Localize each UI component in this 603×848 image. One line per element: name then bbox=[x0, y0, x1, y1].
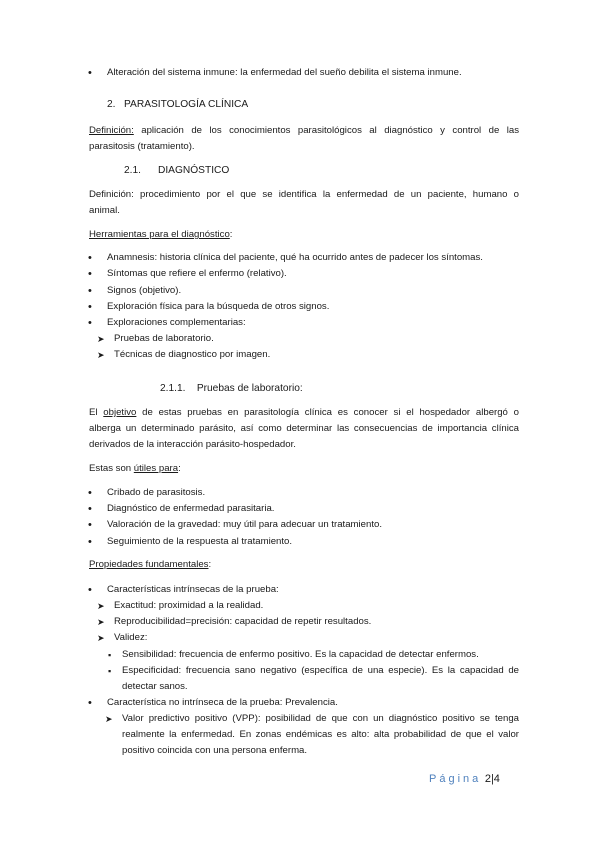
list-item: • Seguimiento de la respuesta al tratamiento. bbox=[107, 534, 292, 551]
list-heading: Estas son útiles para: bbox=[89, 463, 181, 474]
list-item: • Signos (objetivo). bbox=[107, 283, 181, 300]
paragraph-line: Definición: procedimiento por el que se identifica la enfermedad de un paciente, humano o bbox=[89, 189, 519, 200]
list-item: • Valoración de la gravedad: muy útil para adecuar un tratamiento. bbox=[107, 517, 382, 534]
sub-list-item: ➤ Valor predictivo positivo (VPP): posibilidad de que con un diagnóstico positivo se tenga bbox=[122, 711, 519, 728]
subsubsection-heading bbox=[160, 381, 303, 398]
paragraph-line: El objetivo de estas pruebas en parasitología clínica es conocer si el hospedador albergó o bbox=[89, 407, 519, 418]
list-heading: Propiedades fundamentales: bbox=[89, 559, 212, 570]
section-title: PARASITOLOGÍA CLÍNICA bbox=[124, 99, 249, 110]
sub-list-item: ➤ Reproducibilidad=precisión: capacidad de repetir resultados. bbox=[114, 614, 371, 631]
paragraph-line: alberga un determinado parásito, así como determinar las consecuencias de importancia clínica bbox=[89, 423, 519, 434]
subsection-heading bbox=[124, 163, 229, 180]
sub-sub-list-item: ▪ Sensibilidad: frecuencia de enfermo positivo. Es la capacidad de detectar enfermos. bbox=[122, 647, 479, 664]
paragraph-line: animal. bbox=[89, 205, 120, 216]
list-heading: Herramientas para el diagnóstico: bbox=[89, 229, 233, 240]
subsubsection-title: Pruebas de laboratorio: bbox=[196, 383, 303, 394]
list-item: • Anamnesis: historia clínica del paciente, qué ha ocurrido antes de padecer los síntomas. bbox=[107, 250, 483, 267]
subsubsection-number: 2.1.1. bbox=[160, 383, 186, 394]
list-item: • Exploración física para la búsqueda de otros signos. bbox=[107, 299, 329, 316]
paragraph-line: Definición: aplicación de los conocimientos parasitológicos al diagnóstico y control de las bbox=[89, 125, 519, 136]
sub-sub-list-item: ▪ Especificidad: frecuencia sano negativo (específica de una especie). Es la capacidad de bbox=[122, 663, 519, 680]
paragraph-line: detectar sanos. bbox=[122, 681, 188, 692]
list-item: • Cribado de parasitosis. bbox=[107, 485, 205, 502]
sub-list-item: ➤ Validez: bbox=[114, 630, 147, 647]
sub-list-item: ➤ Exactitud: proximidad a la realidad. bbox=[114, 598, 263, 615]
list-item: • Síntomas que refiere el enfermo (relativo). bbox=[107, 266, 287, 283]
sub-list-item: ➤ Técnicas de diagnostico por imagen. bbox=[114, 347, 270, 364]
paragraph-line: positivo coincida con una persona enferma. bbox=[122, 745, 308, 756]
section-heading bbox=[107, 97, 248, 114]
list-item: • Características intrínsecas de la prueba: bbox=[107, 582, 279, 599]
sub-list-item: ➤ Pruebas de laboratorio. bbox=[114, 331, 214, 348]
paragraph-line: derivados de la interacción parásito-hospedador. bbox=[89, 439, 296, 450]
subsection-title: DIAGNÓSTICO bbox=[157, 165, 230, 176]
page-footer bbox=[429, 771, 500, 788]
list-item: • Exploraciones complementarias: bbox=[107, 315, 246, 332]
subsection-number: 2.1. bbox=[124, 165, 141, 176]
list-item: • Diagnóstico de enfermedad parasitaria. bbox=[107, 501, 274, 518]
page-number: 2|4 bbox=[484, 773, 500, 785]
page-label: Página bbox=[429, 773, 482, 785]
section-number: 2. bbox=[107, 99, 116, 110]
list-item: • Alteración del sistema inmune: la enfermedad del sueño debilita el sistema inmune. bbox=[107, 65, 462, 82]
paragraph-line: realmente la enfermedad. En zonas endémicas es alto: alta probabilidad de que el valor bbox=[122, 729, 519, 740]
list-item: • Característica no intrínseca de la prueba: Prevalencia. bbox=[107, 695, 338, 712]
paragraph-line: parasitosis (tratamiento). bbox=[89, 141, 195, 152]
